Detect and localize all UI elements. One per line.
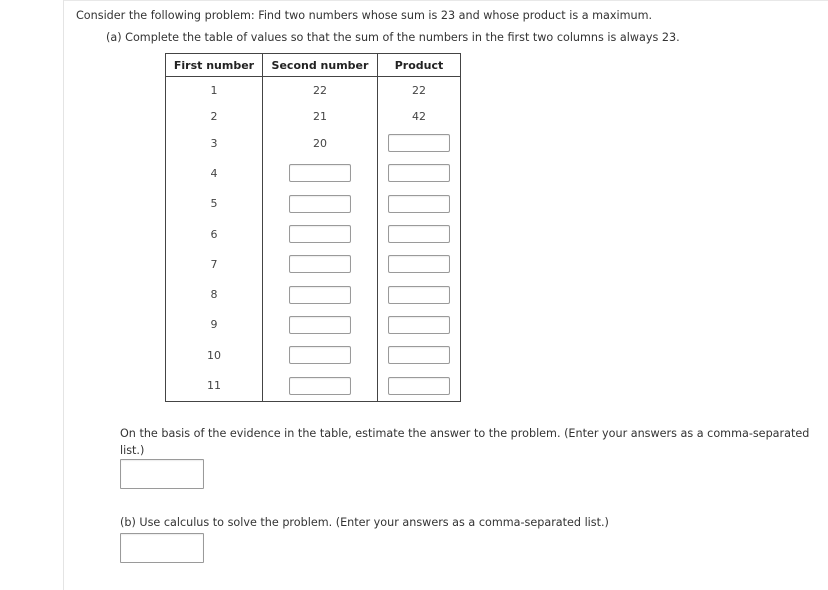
second-number-input[interactable] <box>289 164 351 182</box>
second-number-input[interactable] <box>289 195 351 213</box>
second-number-cell <box>263 219 378 249</box>
calculus-answer-input[interactable] <box>120 533 204 563</box>
product-cell <box>378 310 461 340</box>
second-number-cell <box>263 310 378 340</box>
table-header-row <box>166 54 461 77</box>
estimate-prompt: On the basis of the evidence in the table, estimate the answer to the problem. (Enter your answers as a comma-separated list.) <box>120 427 810 457</box>
product-input[interactable] <box>388 316 450 334</box>
part-a-instruction: (a) Complete the table of values so that the sum of the numbers in the first two columns is always 23. <box>106 31 680 44</box>
table-row <box>166 189 461 219</box>
product-input[interactable] <box>388 346 450 364</box>
second-number-input[interactable] <box>289 225 351 243</box>
values-table <box>165 53 461 402</box>
product-cell <box>378 340 461 370</box>
first-number-cell: 10 <box>166 340 263 370</box>
table-row <box>166 340 461 370</box>
header-second-number: Second number <box>263 54 378 77</box>
product-input[interactable] <box>388 195 450 213</box>
product-cell: 42 <box>378 104 461 128</box>
second-number-cell <box>263 158 378 188</box>
table-row <box>166 158 461 188</box>
problem-statement: Consider the following problem: Find two numbers whose sum is 23 and whose product is a maximum. <box>76 9 653 22</box>
second-number-cell <box>263 189 378 219</box>
product-input[interactable] <box>388 377 450 395</box>
first-number-cell: 5 <box>166 189 263 219</box>
table-row <box>166 370 461 401</box>
product-cell <box>378 279 461 309</box>
second-number-cell: 22 <box>263 77 378 105</box>
product-input[interactable] <box>388 286 450 304</box>
first-number-cell: 9 <box>166 310 263 340</box>
first-number-cell: 2 <box>166 104 263 128</box>
product-cell <box>378 219 461 249</box>
left-divider <box>63 0 64 590</box>
estimate-answer-input[interactable] <box>120 459 204 489</box>
first-number-cell: 4 <box>166 158 263 188</box>
second-number-input[interactable] <box>289 346 351 364</box>
product-cell <box>378 158 461 188</box>
table-row <box>166 77 461 105</box>
second-number-input[interactable] <box>289 316 351 334</box>
second-number-cell <box>263 370 378 401</box>
part-b-prompt: (b) Use calculus to solve the problem. (Enter your answers as a comma-separated list.) <box>120 516 609 529</box>
first-number-cell: 6 <box>166 219 263 249</box>
product-cell <box>378 370 461 401</box>
first-number-cell: 8 <box>166 279 263 309</box>
product-input[interactable] <box>388 255 450 273</box>
header-product: Product <box>378 54 461 77</box>
first-number-cell: 3 <box>166 128 263 158</box>
product-input[interactable] <box>388 134 450 152</box>
second-number-cell <box>263 249 378 279</box>
top-divider <box>63 0 828 1</box>
table-row <box>166 128 461 158</box>
product-input[interactable] <box>388 225 450 243</box>
table-row <box>166 104 461 128</box>
table-row <box>166 279 461 309</box>
second-number-cell: 21 <box>263 104 378 128</box>
second-number-cell <box>263 279 378 309</box>
second-number-input[interactable] <box>289 286 351 304</box>
second-number-input[interactable] <box>289 377 351 395</box>
product-cell <box>378 249 461 279</box>
table-row <box>166 249 461 279</box>
header-first-number: First number <box>166 54 263 77</box>
first-number-cell: 11 <box>166 370 263 401</box>
first-number-cell: 7 <box>166 249 263 279</box>
product-input[interactable] <box>388 164 450 182</box>
table-row <box>166 310 461 340</box>
first-number-cell: 1 <box>166 77 263 105</box>
second-number-cell <box>263 340 378 370</box>
product-cell: 22 <box>378 77 461 105</box>
product-cell <box>378 189 461 219</box>
second-number-input[interactable] <box>289 255 351 273</box>
product-cell <box>378 128 461 158</box>
second-number-cell: 20 <box>263 128 378 158</box>
table-row <box>166 219 461 249</box>
